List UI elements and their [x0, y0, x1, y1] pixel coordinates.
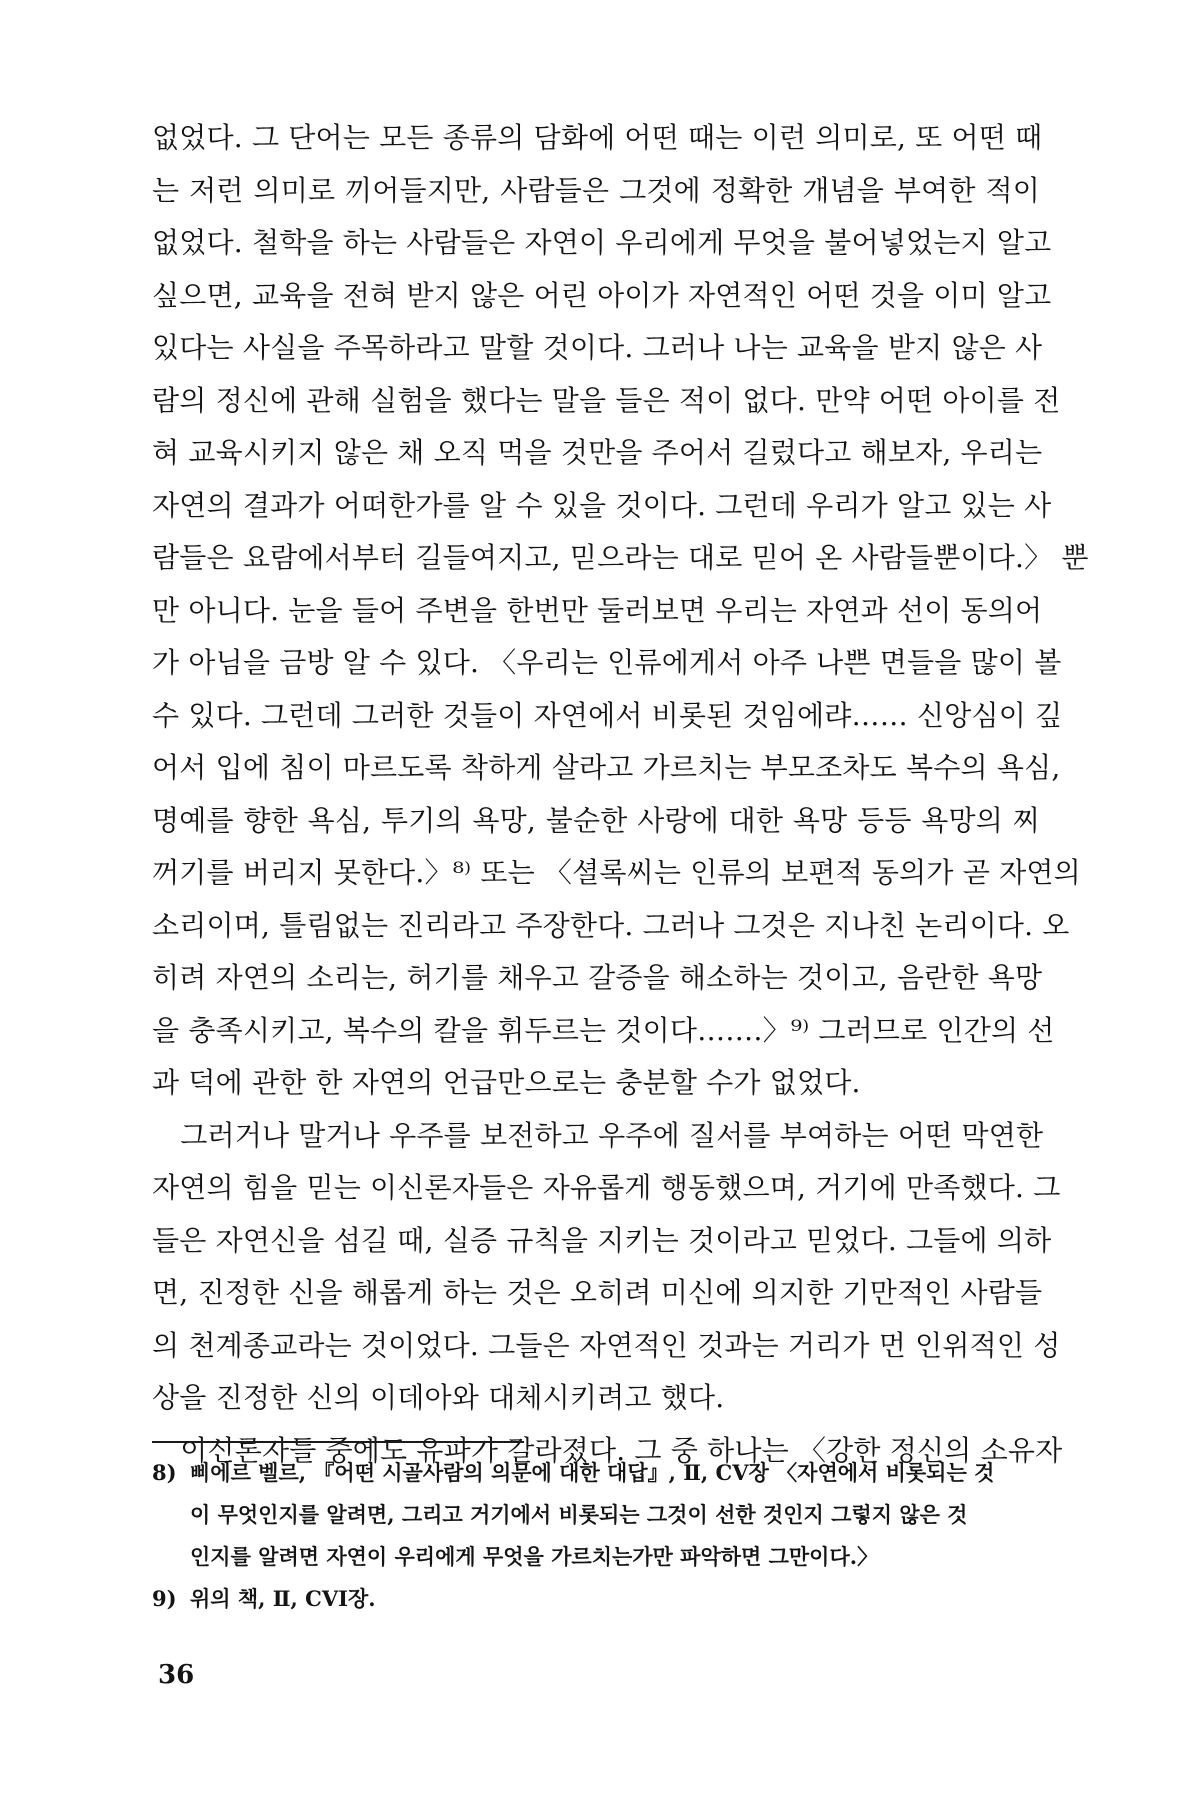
text-line: 명예를 향한 욕심, 투기의 욕망, 불순한 사랑에 대한 욕망 등등 욕망의 찌: [152, 803, 1040, 837]
text-line: 없었다. 철학을 하는 사람들은 자연이 우리에게 무엇을 불어넣었는지 알고: [152, 226, 1052, 259]
text-line: 람의 정신에 관해 실험을 했다는 말을 들은 적이 없다. 만약 어떤 아이를 전: [152, 383, 1061, 417]
text-line: 가 아님을 금방 알 수 있다. 〈우리는 인류에게서 아주 나쁜 면들을 많이 볼: [152, 646, 1062, 679]
text-line: 어서 입에 침이 마르도록 착하게 살라고 가르치는 부모조차도 복수의 욕심,: [152, 751, 1061, 784]
text-line: 히려 자연의 소리는, 허기를 채우고 갈증을 해소하는 것이고, 음란한 욕망: [152, 961, 1043, 994]
page-number: 36: [158, 1660, 195, 1690]
main-text: [152, 112, 1089, 1477]
text-line: 자연의 결과가 어떠한가를 알 수 있을 것이다. 그런데 우리가 알고 있는 사: [152, 488, 1052, 522]
text-line: 을 충족시키고, 복수의 칼을 휘두르는 것이다…….〉⁹⁾ 그러므로 인간의 선: [152, 1013, 1055, 1047]
paragraph-end-line: 과 덕에 관한 한 자연의 언급만으로는 충분할 수가 없었다.: [152, 1066, 861, 1099]
text-line: 있다는 사실을 주목하라고 말할 것이다. 그러나 나는 교육을 받지 않은 사: [152, 331, 1043, 364]
footnote-number: 9): [152, 1586, 177, 1611]
footnote-8: [152, 1452, 1040, 1494]
text-line: 꺼기를 버리지 못한다.〉⁸⁾ 또는 〈셜록씨는 인류의 보편적 동의가 곧 자연의: [152, 856, 1081, 889]
footnote-9: [152, 1578, 1040, 1620]
footnote-number: 8): [152, 1460, 177, 1485]
text-line: 혀 교육시키지 않은 채 오직 먹을 것만을 주어서 길렀다고 해보자, 우리는: [152, 436, 1043, 469]
text-line: 는 저런 의미로 끼어들지만, 사람들은 그것에 정확한 개념을 부여한 적이: [152, 173, 1040, 207]
text-line: 만 아니다. 눈을 들어 주변을 한번만 둘러보면 우리는 자연과 선이 동의어: [152, 593, 1043, 627]
text-line: 면, 진정한 신을 해롭게 하는 것은 오히려 미신에 의지한 기만적인 사람들: [152, 1276, 1043, 1309]
footnote-text: 삐에르 벨르, 『어떤 시골사람의 의문에 대한 대답』, Ⅱ, CV장 〈자연에서 비롯되는 것: [190, 1460, 995, 1485]
footnotes: [152, 1452, 1040, 1620]
paragraph-end-line: 상을 진정한 신의 이데아와 대체시키려고 했다.: [152, 1381, 725, 1414]
text-line: 싶으면, 교육을 전혀 받지 않은 어린 아이가 자연적인 어떤 것을 이미 알고: [152, 278, 1052, 312]
text-line: 소리이며, 틀림없는 진리라고 주장한다. 그러나 그것은 지나친 논리이다. 오: [152, 908, 1070, 942]
footnote-text: 인지를 알려면 자연이 우리에게 무엇을 가르치는가만 파악하면 그만이다.〉: [190, 1544, 879, 1569]
text-line: 없었다. 그 단어는 모든 종류의 담화에 어떤 때는 이런 의미로, 또 어떤 때: [152, 121, 1043, 154]
paragraph-first-line: 이신론자들 중에도 유파가 갈라졌다. 그 중 하나는 〈강한 정신의 소유자: [152, 1433, 1063, 1467]
text-line: 람들은 요람에서부터 길들여지고, 믿으라는 대로 믿어 온 사람들뿐이다.〉 뿐: [152, 541, 1089, 574]
footnote-divider: [152, 1441, 524, 1443]
text-line: 들은 자연신을 섬길 때, 실증 규칙을 지키는 것이라고 믿었다. 그들에 의하: [152, 1223, 1052, 1257]
text-line: 의 천계종교라는 것이었다. 그들은 자연적인 것과는 거리가 먼 인위적인 성: [152, 1328, 1061, 1362]
footnote-text: 이 무엇인지를 알려면, 그리고 거기에서 비롯되는 그것이 선한 것인지 그렇지 않은 것: [190, 1502, 968, 1527]
footnote-text: 위의 책, Ⅱ, CVI장.: [190, 1586, 376, 1611]
text-line: 자연의 힘을 믿는 이신론자들은 자유롭게 행동했으며, 거기에 만족했다. 그: [152, 1171, 1061, 1204]
paragraph-first-line: 그러거나 말거나 우주를 보전하고 우주에 질서를 부여하는 어떤 막연한: [152, 1118, 1044, 1152]
text-line: 수 있다. 그런데 그러한 것들이 자연에서 비롯된 것임에랴…… 신앙심이 깊: [152, 698, 1063, 732]
